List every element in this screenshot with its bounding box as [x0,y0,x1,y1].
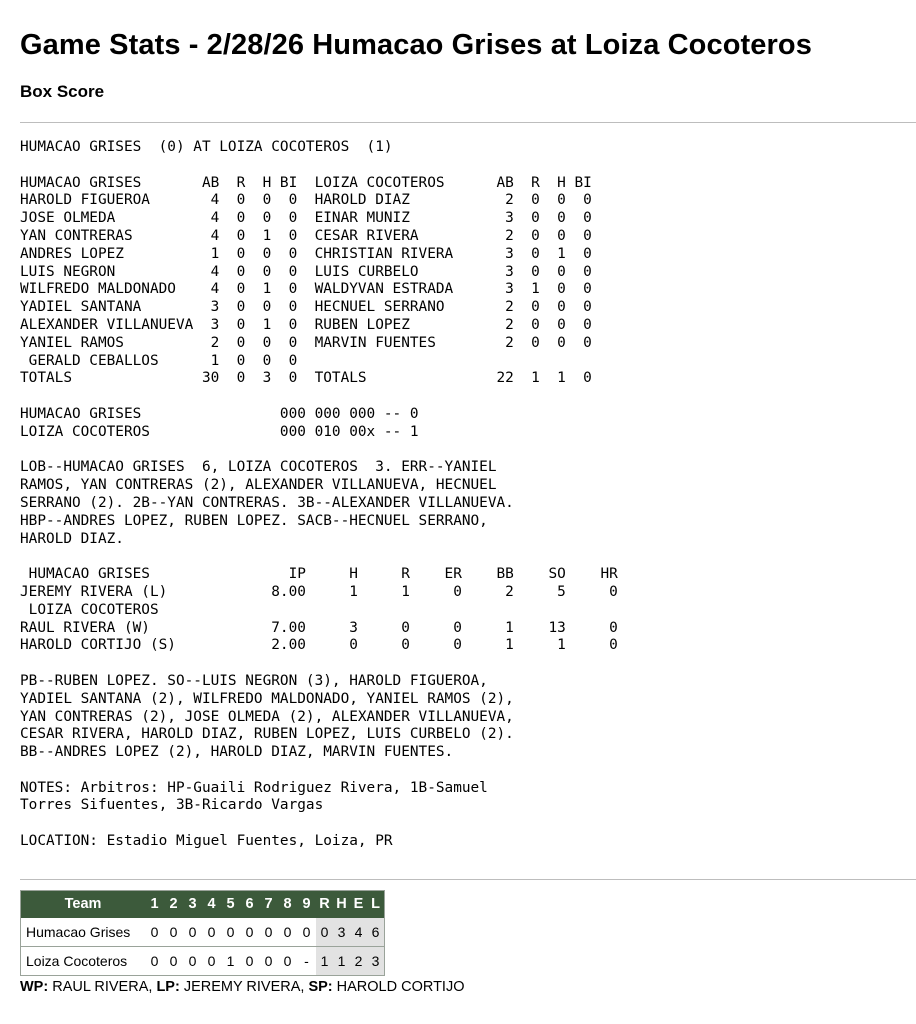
hits-cell: 1 [333,946,350,975]
hits-cell: 3 [333,918,350,947]
header-inning-7: 7 [259,890,278,918]
header-inning-8: 8 [278,890,297,918]
team-name: Loiza Cocoteros [21,946,146,975]
inning-cell: 0 [202,918,221,947]
linescore-table [20,890,385,976]
inning-cell: 0 [240,918,259,947]
errors-cell: 4 [350,918,367,947]
header-inning-6: 6 [240,890,259,918]
inning-cell: 0 [221,918,240,947]
table-row [21,946,385,975]
header-inning-2: 2 [164,890,183,918]
header-inning-5: 5 [221,890,240,918]
header-team: Team [21,890,146,918]
divider-top [20,122,916,123]
inning-cell: 0 [202,946,221,975]
lp-label: LP: [156,978,180,995]
inning-cell: 0 [240,946,259,975]
runs-cell: 1 [316,946,333,975]
inning-cell: 0 [278,946,297,975]
sp-name: HAROLD CORTIJO [332,978,465,995]
header-hits: H [333,890,350,918]
inning-cell: 0 [145,946,164,975]
lob-cell: 6 [367,918,385,947]
header-inning-9: 9 [297,890,316,918]
pitching-decisions [20,978,916,996]
inning-cell: 1 [221,946,240,975]
wp-label: WP: [20,978,49,995]
box-score-text: HUMACAO GRISES (0) AT LOIZA COCOTEROS (1) HUMACAO GRISES AB R H BI LOIZA COCOTEROS AB R H BI HAROLD FIGUEROA 4 0 0 0 HAROLD DIAZ 2 0 0 0 JOSE OLMEDA 4 0 0 0 EINAR MUNIZ 3 0 0 0 YAN CONTRERAS 4 0 1 0 CESAR RIVERA 2 0 0 0 ANDRES LOPEZ 1 0 0 0 CHRISTIAN RIVERA 3 0 1 0 LUIS NEGRON 4 0 0 0 LUIS CURBELO 3 0 0 0 WILFREDO MALDONADO 4 0 1 0 WALDYVAN ESTRADA 3 1 0 0 YADIEL SANTANA 3 0 0 0 HECNUEL SERRANO 2 0 0 0 ALEXANDER VILLANUEVA 3 0 1 0 RUBEN LOPEZ 2 0 0 0 YANIEL RAMOS 2 0 0 0 MARVIN FUENTES 2 0 0 0 GERALD CEBALLOS 1 0 0 0 TOTALS 30 0 3 0 TOTALS 22 1 1 0 HUMACAO GRISES 000 000 000 -- 0 LOIZA COCOTEROS 000 010 00x -- 1 LOB--HUMACAO GRISES 6, LOIZA COCOTEROS 3. ERR--YANIEL RAMOS, YAN CONTRERAS (2), ALEXANDER VILLANUEVA, HECNUEL SERRANO (2). 2B--YAN CONTRERAS. 3B--ALEXANDER VILLANUEVA. HBP--ANDRES LOPEZ, RUBEN LOPEZ. SACB--HECNUEL SERRANO, HAROLD DIAZ. HUMACAO GRISES IP H R ER BB SO HR JEREMY RIVERA (L) 8.00 1 1 0 2 5 0 LOIZA COCOTEROS RAUL RIVERA (W) 7.00 3 0 0 1 13 0 HAROLD CORTIJO (S) 2.00 0 0 0 1 1 0 PB--RUBEN LOPEZ. SO--LUIS NEGRON (3), HAROLD FIGUEROA, YADIEL SANTANA (2), WILFREDO MALDONADO, YANIEL RAMOS (2), YAN CONTRERAS (2), JOSE OLMEDA (2), ALEXANDER VILLANUEVA, CESAR RIVERA, HAROLD DIAZ, RUBEN LOPEZ, LUIS CURBELO (2). BB--ANDRES LOPEZ (2), HAROLD DIAZ, MARVIN FUENTES. NOTES: Arbitros: HP-Guaili Rodriguez Rivera, 1B-Samuel Torres Sifuentes, 3B-Ricardo Vargas LOCATION: Estadio Miguel Fuentes, Loiza, PR [20,139,618,850]
header-errors: E [350,890,367,918]
sp-label: SP: [308,978,333,995]
inning-cell: 0 [297,918,316,947]
inning-cell: 0 [164,918,183,947]
page-title: Game Stats - 2/28/26 Humacao Grises at Loiza Cocoteros [20,29,812,61]
table-row [21,918,385,947]
inning-cell: 0 [145,918,164,947]
runs-cell: 0 [316,918,333,947]
errors-cell: 2 [350,946,367,975]
inning-cell: 0 [164,946,183,975]
inning-cell: 0 [259,918,278,947]
header-inning-1: 1 [145,890,164,918]
section-heading-box-score: Box Score [20,82,105,101]
divider-bottom [20,879,916,880]
inning-cell: 0 [183,918,202,947]
wp-name: RAUL RIVERA, [48,978,157,995]
header-runs: R [316,890,333,918]
lob-cell: 3 [367,946,385,975]
header-inning-4: 4 [202,890,221,918]
inning-cell: - [297,946,316,975]
inning-cell: 0 [183,946,202,975]
header-inning-3: 3 [183,890,202,918]
lp-name: JEREMY RIVERA, [179,978,309,995]
header-lob: L [367,890,385,918]
inning-cell: 0 [259,946,278,975]
linescore-header-row [21,890,385,918]
inning-cell: 0 [278,918,297,947]
team-name: Humacao Grises [21,918,146,947]
